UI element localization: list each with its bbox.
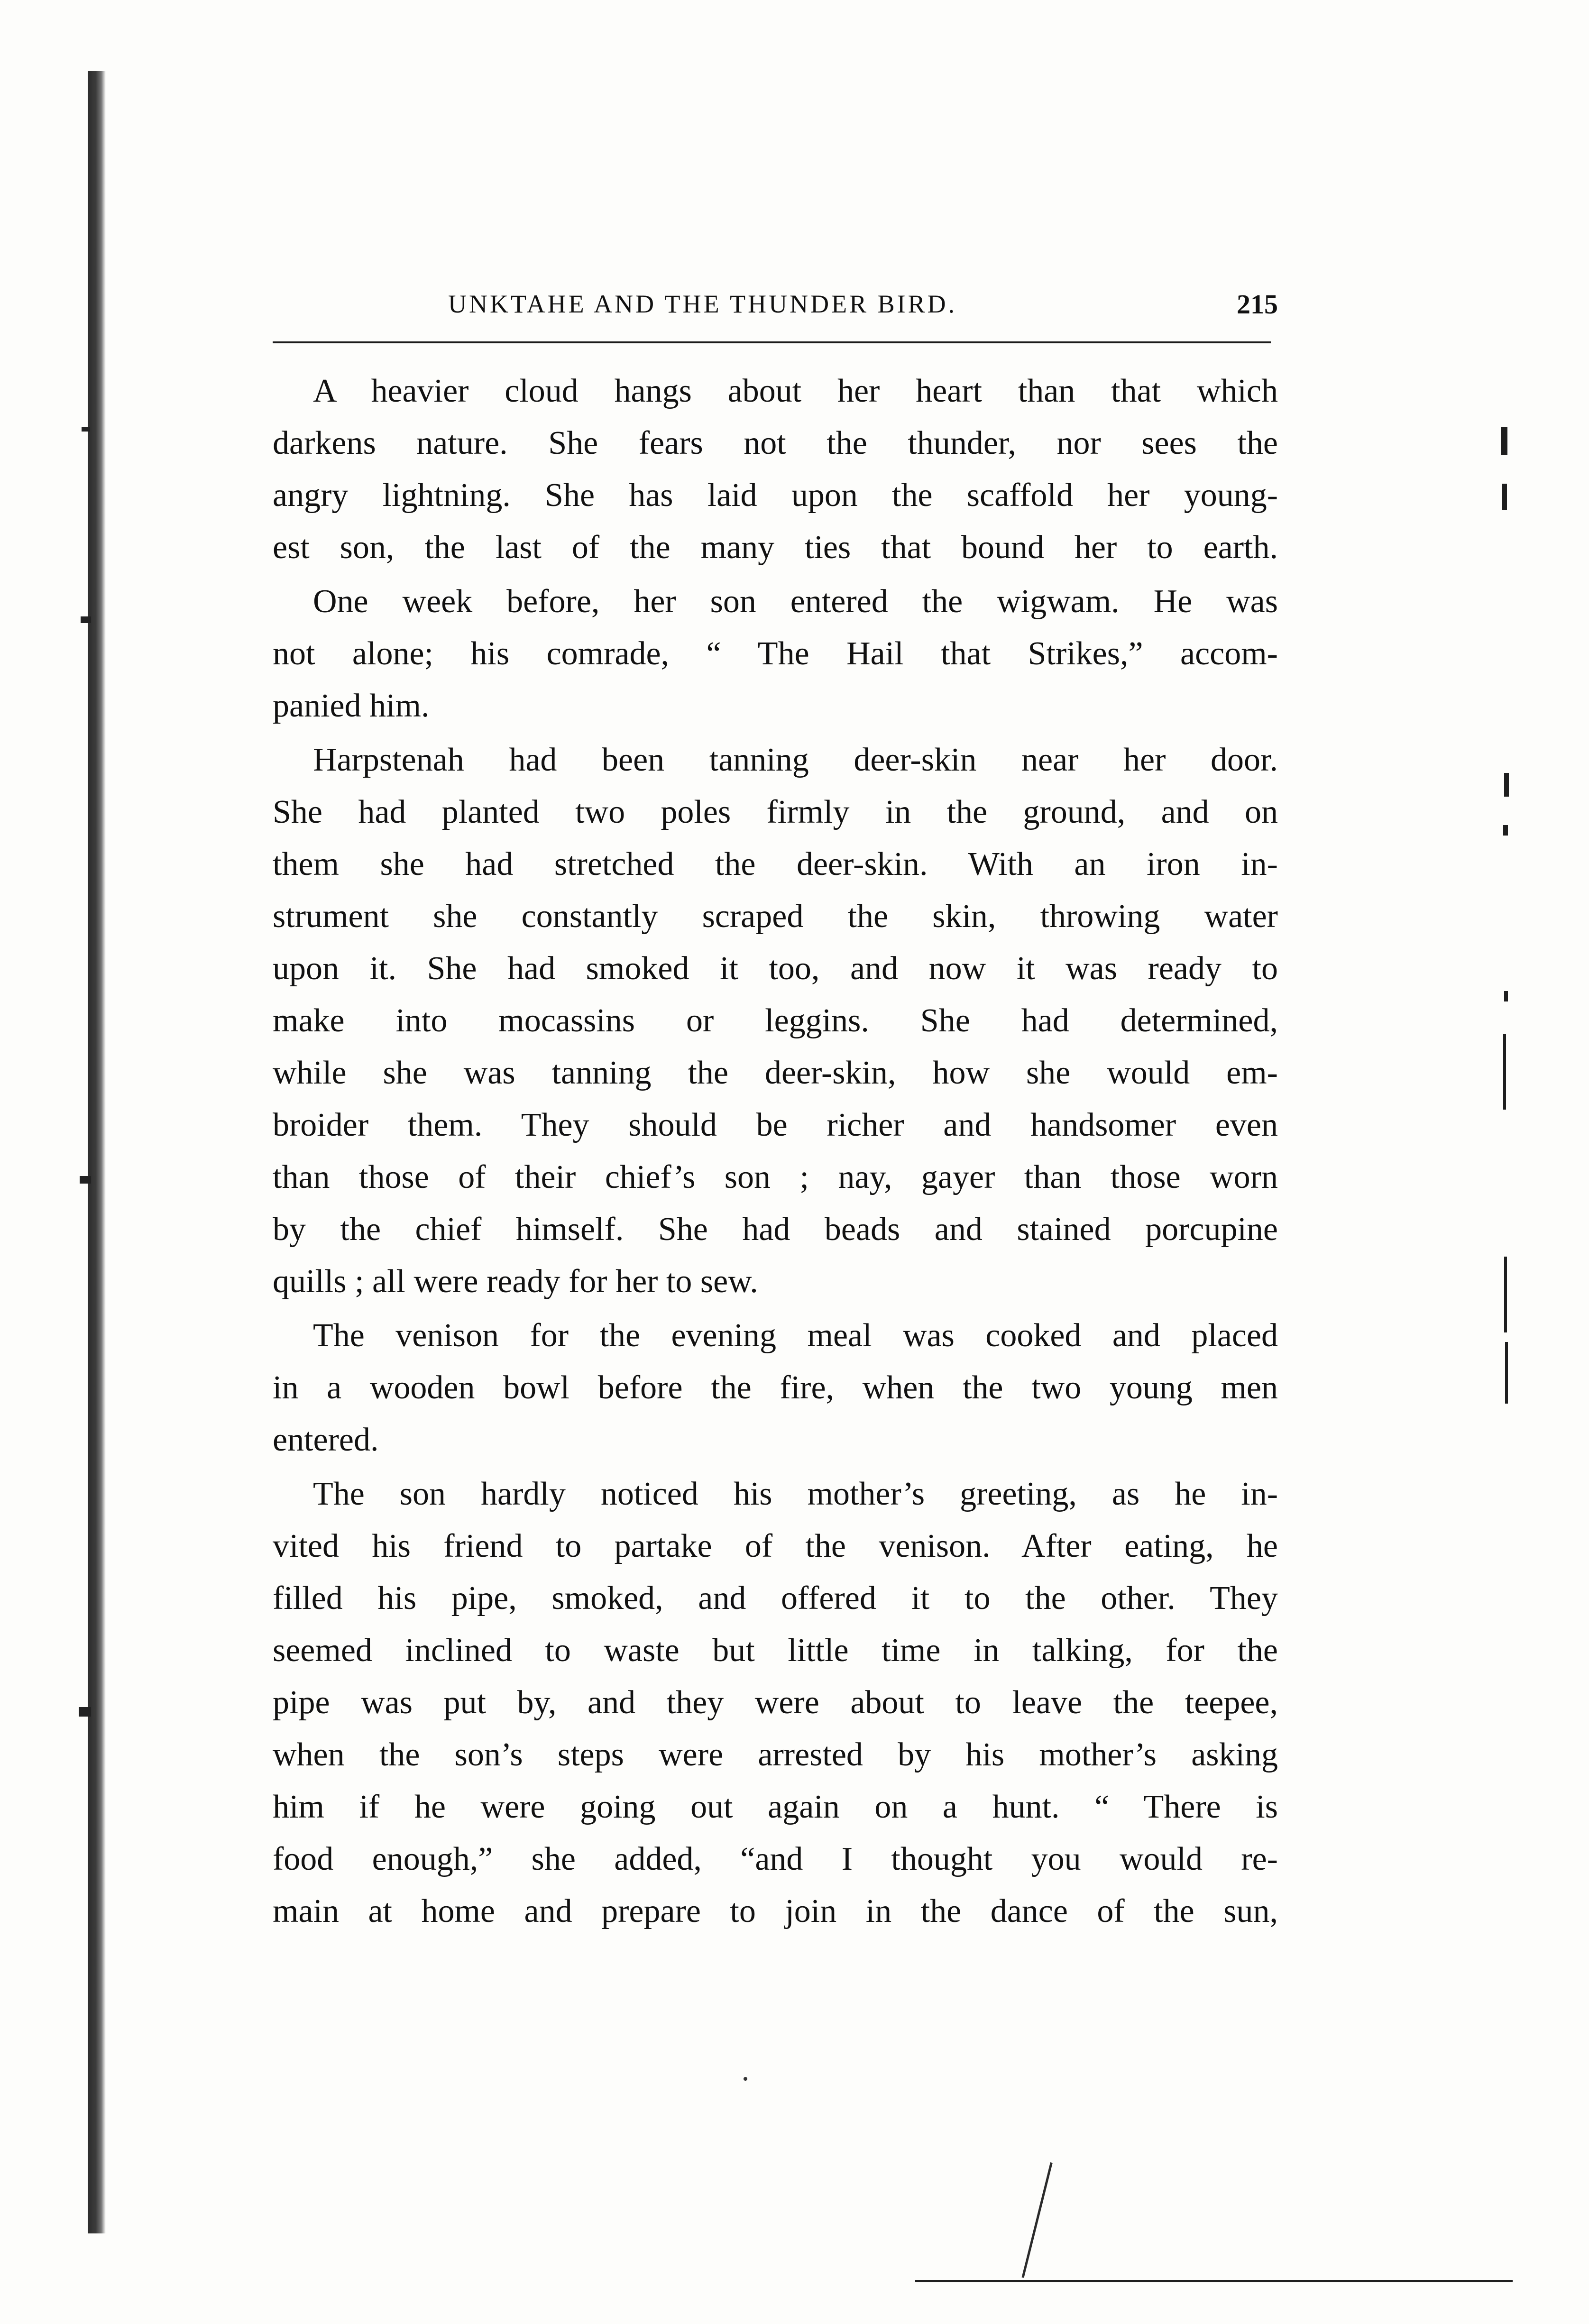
text-line: panied him. [273, 688, 430, 724]
text-line: broider them. They should be richer and handsomer even [273, 1107, 1278, 1143]
text-line: vited his friend to partake of the venison. After eating, he [273, 1528, 1278, 1564]
text-line: The venison for the evening meal was cooked and placed [313, 1317, 1278, 1354]
paragraph [273, 576, 1278, 732]
text-line: angry lightning. She has laid upon the scaffold her young- [273, 477, 1278, 514]
scan-edge-line [915, 2280, 1513, 2282]
text-line: One week before, her son entered the wigwam. He was [313, 583, 1278, 620]
text-line: food enough,” she added, “and I thought you would re- [273, 1841, 1278, 1877]
edge-mark [1503, 1034, 1506, 1110]
text-line: quills ; all were ready for her to sew. [273, 1263, 758, 1300]
paragraph [273, 1310, 1278, 1466]
scan-stroke [1022, 2162, 1053, 2278]
text-line: Harpstenah had been tanning deer-skin near her door. [313, 742, 1278, 778]
page-number: 215 [1237, 289, 1278, 320]
text-line: while she was tanning the deer-skin, how she would em- [273, 1055, 1278, 1091]
edge-mark [1503, 825, 1508, 836]
text-line: when the son’s steps were arrested by his mother’s asking [273, 1736, 1278, 1773]
gutter-fleck [80, 1176, 91, 1184]
text-line: pipe was put by, and they were about to leave the teepee, [273, 1684, 1278, 1721]
edge-mark [1501, 427, 1507, 455]
text-line: him if he were going out again on a hunt. “ There is [273, 1789, 1278, 1825]
paragraph [273, 734, 1278, 1308]
gutter-fleck [79, 1707, 91, 1717]
paragraph [273, 1468, 1278, 1938]
text-line: strument she constantly scraped the skin, throwing water [273, 898, 1278, 935]
text-line: in a wooden bowl before the fire, when the two young men [273, 1369, 1278, 1406]
edge-mark [1504, 773, 1509, 797]
text-line: entered. [273, 1422, 379, 1458]
text-line: main at home and prepare to join in the dance of the sun, [273, 1893, 1278, 1929]
text-line: She had planted two poles firmly in the ground, and on [273, 794, 1278, 830]
text-line: A heavier cloud hangs about her heart than that which [313, 373, 1278, 409]
text-line: The son hardly noticed his mother’s greeting, as he in- [313, 1476, 1278, 1512]
running-head-title: UNKTAHE AND THE THUNDER BIRD. [448, 290, 957, 318]
text-line: by the chief himself. She had beads and stained porcupine [273, 1211, 1278, 1248]
edge-mark [1504, 991, 1508, 1001]
running-head [273, 285, 1287, 327]
text-line: not alone; his comrade, “ The Hail that Strikes,” accom- [273, 635, 1278, 672]
text-line: darkens nature. She fears not the thunder, nor sees the [273, 425, 1278, 461]
text-line: make into mocassins or leggins. She had determined, [273, 1002, 1278, 1039]
text-line: est son, the last of the many ties that bound her to earth. [273, 529, 1278, 566]
edge-mark [1505, 1342, 1508, 1404]
binding-gutter [88, 71, 106, 2233]
edge-mark [1504, 1257, 1507, 1332]
text-line: upon it. She had smoked it too, and now it was ready to [273, 950, 1278, 987]
scan-speck [744, 2077, 747, 2081]
edge-mark [1502, 484, 1507, 510]
text-line: filled his pipe, smoked, and offered it to the other. They [273, 1580, 1278, 1617]
text-line: seemed inclined to waste but little time in talking, for the [273, 1632, 1278, 1669]
text-line: than those of their chief’s son ; nay, gayer than those worn [273, 1159, 1278, 1195]
body-text [273, 365, 1278, 1938]
gutter-fleck [82, 427, 90, 432]
header-rule [273, 341, 1271, 343]
text-line: them she had stretched the deer-skin. With an iron in- [273, 846, 1278, 882]
gutter-fleck [81, 616, 91, 623]
paragraph [273, 365, 1278, 574]
